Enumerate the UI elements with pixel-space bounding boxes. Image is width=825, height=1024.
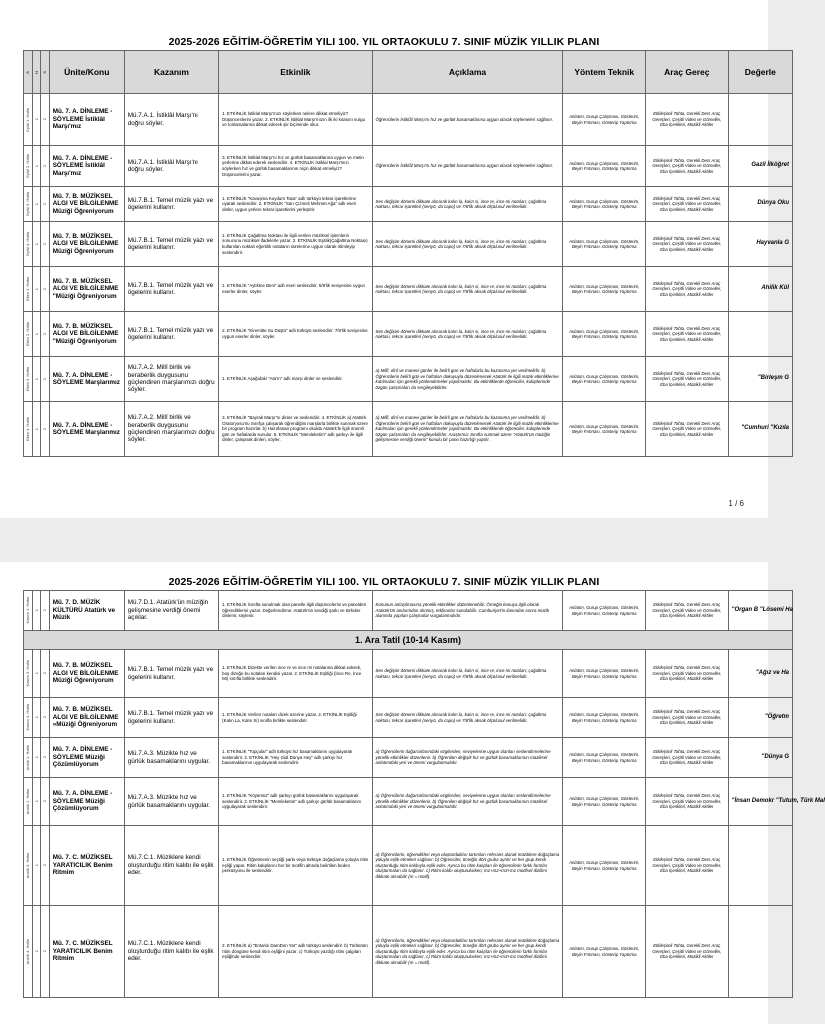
unit-cell: Mü. 7. A. DİNLEME - SÖYLEME İstiklâl Marşı'mız — [49, 94, 124, 146]
aciklama-cell: a) Millî, dinî ve manevi günler ile belirli gün ve haftalarla bu kazanıma yer verilmelidir. b) Öğrencilerin belirli gün ve haftaları dokuyuyla düzenlenecek Atatürk ile ilgili müzik etkinliklerine katılmaları için gerekli yönlendirmeler yapılmalıdır. Bu etkinliklerde öğrenciler, kulüplerinde özgün çalışmaları da sergileyebilirler. — [372, 357, 563, 402]
table-row — [24, 357, 793, 402]
page-gap — [0, 518, 768, 562]
document-page-1 — [0, 0, 789, 518]
kazanim-cell: Mü.7.A.2. Millî birlik ve beraberlik duygusunu güçlendiren marşlarımızı doğru söyler. — [124, 402, 218, 457]
etkinlik-cell: 3. ETKİNLİK "Bayrak Marşı"nı dinler ve seslendirir. 4. ETKİNLİK a) Atatürk Oratoryosu'nu Sınıfça çalışarak öğrendiğini marşlarla birlikte sunmak üzere bir program hazırlar. b) Hazırlanan programı okulda Atatürk'le ilgili önemli gün ve haftalarda sunulur. 5. ETKİNLİK "Memleketim" adlı şarkıyı ile ilgili dinler, çalışarak dinleri, söyler. — [219, 402, 372, 457]
side-hour: 2 — [41, 146, 50, 187]
side-month: Kasım 3. Hafta — [24, 650, 33, 698]
aciklama-cell: Ses değişim dönemi dikkate alınarak kalın la, kalın si, ince re, ince mi notaları; çağaltma noktası, tekrar işaretleri (senyö, da capo) ve 7/8'lik aksak ölçü/usul verilmelidir. — [372, 222, 563, 267]
etkinlik-cell: 1. ETKİNLİK Çağaltma Noktası ile ilgili verilen müziksel işlemlerin sonucunu müziksel ifadelerle yazar. 2. ETKİNLİK Eşitlik(Çağaltma Noktası) kullanılan noktalı eğertilik notaların sürelerine uygun olarak ritimleyip seslendirir. — [219, 222, 372, 267]
side-week: 1 — [32, 591, 41, 631]
side-month: Eylül 2. Hafta — [24, 146, 33, 187]
plan-table — [23, 50, 793, 457]
kazanim-cell: Mü.7.A.1. İstiklâl Marşı'nı doğru söyler. — [124, 146, 218, 187]
etkinlik-cell: 1. ETKİNLİK Dizekte verilen ince re ve ince mi notalarına dikkat ederek, boş dizeğe bu notaları kendisi yazar. 2. ETKİNLİK Eşitliği (İnce Re, İnce Mi) sınıfla birlikte seslendirir. — [219, 650, 372, 698]
side-month: Aralık 2. Hafta — [24, 778, 33, 826]
yontem-cell: Anlatım, Gurup Çalışması, Gösterim, Beyin Fırtınası, Gösterip Yaptırma — [563, 267, 646, 312]
table-row — [24, 222, 793, 267]
page-number: 1 / 6 — [728, 499, 744, 508]
side-week: 1 — [32, 738, 41, 778]
etkinlik-cell: 1. ETKİNLİK Öğretmenin seçtiği şarkı veya türküye doğaçlama yoluyla ritim eşliği yapar. Ritim kalıplarını her bir motifin altında belirtilen beden perküsyonu ile seslendirir. — [219, 826, 372, 906]
unit-cell: Mü. 7. A. DİNLEME - SÖYLEME Müziği Çözümlüyorum — [49, 738, 124, 778]
yontem-cell: Anlatım, Gurup Çalışması, Gösterim, Beyin Fırtınası, Gösterip Yaptırma — [563, 826, 646, 906]
header-unite: Ünite/Konu — [49, 51, 124, 94]
table-row — [24, 778, 793, 826]
unit-cell: Mü. 7. B. MÜZİKSEL ALGI VE BİLGİLENME »Müziği Öğreniyorum — [49, 698, 124, 738]
unit-cell: Mü. 7. A. DİNLEME - SÖYLEME İstiklâl Marşı'mız — [49, 146, 124, 187]
etkinlik-cell: 1. ETKİNLİK "Aylıktne Beni" adlı eseri seslendirir. 5/8'lik seviyesine uygun eserler dinler, söyler. — [219, 267, 372, 312]
side-month: Ekim 4. Hafta — [24, 402, 33, 457]
side-week: 1 — [32, 187, 41, 222]
deger-cell: "Öğretm — [728, 698, 792, 738]
yontem-cell: Anlatım, Gurup Çalışması, Gösterim, Beyin Fırtınası, Gösterip Yaptırma — [563, 222, 646, 267]
header-side-month: A — [24, 51, 33, 94]
etkinlik-cell: 1. ETKİNLİK Aşağıdaki "Ata'm" adlı marşı dinler ve seslendirir. — [219, 357, 372, 402]
side-week: 1 — [32, 94, 41, 146]
kazanim-cell: Mü.7.B.1. Temel müzik yazı ve ögelerini kullanır. — [124, 650, 218, 698]
yontem-cell: Anlatım, Gurup Çalışması, Gösterim, Beyin Fırtınası, Gösterip Yaptırma — [563, 778, 646, 826]
table-row — [24, 312, 793, 357]
etkinlik-cell: 1. ETKİNLİK "Köyümüz" adlı şarkıyı gürlük basamaklarını uygulayarak seslendirir. 2. ETKİNLİK "Memleketim" adlı şarkıyı gürlük basamaklarını uygulayarak seslendirir. — [219, 778, 372, 826]
table-row — [24, 591, 793, 631]
deger-cell: "Ağız ve Ha — [728, 650, 792, 698]
yontem-cell: Anlatım, Gurup Çalışması, Gösterim, Beyin Fırtınası, Gösterip Yaptırma — [563, 698, 646, 738]
unit-cell: Mü. 7. C. MÜZİKSEL YARATICILIK Benim Ritmim — [49, 826, 124, 906]
header-kazanim: Kazanım — [124, 51, 218, 94]
side-hour: 2 — [41, 357, 50, 402]
table-row — [24, 402, 793, 457]
kazanim-cell: Mü.7.A.3. Müzikte hız ve gürlük basamaklarını uygular. — [124, 738, 218, 778]
side-week: 1 — [32, 778, 41, 826]
side-month: Eylül 1. Hafta — [24, 94, 33, 146]
etkinlik-cell: 2. ETKİNLİK "Kiremitte Su Düştü" adlı türküyü seslendirir. 7/8'lik seviyesine uygun eserler dinler, söyler. — [219, 312, 372, 357]
header-degerler: Değerle — [728, 51, 792, 94]
side-month: Ekim 3. Hafta — [24, 357, 33, 402]
header-arac: Araç Gereç — [646, 51, 729, 94]
kazanim-cell: Mü.7.A.1. İstiklâl Marşı'nı doğru söyler. — [124, 94, 218, 146]
side-week: 1 — [32, 222, 41, 267]
table-row — [24, 267, 793, 312]
header-side-hour: S — [41, 51, 50, 94]
side-hour: 2 — [41, 94, 50, 146]
side-week: 1 — [32, 906, 41, 998]
side-hour: 2 — [41, 698, 50, 738]
arac-cell: Etkileşimli Tahta, Gerekli Ders Araç Gereçleri, Çeşitli Video ve Görseller, Eba İçerikleri, Müzikli Aktiler — [646, 906, 729, 998]
side-hour: 2 — [41, 312, 50, 357]
arac-cell: Etkileşimli Tahta, Gerekli Ders Araç Gereçleri, Çeşitli Video ve Görseller, Eba İçerikleri, Müzikli Aktiler — [646, 357, 729, 402]
deger-cell — [728, 312, 792, 357]
yontem-cell: Anlatım, Gurup Çalışması, Gösterim, Beyin Fırtınası, Gösterip Yaptırma — [563, 650, 646, 698]
side-week: 1 — [32, 267, 41, 312]
arac-cell: Etkileşimli Tahta, Gerekli Ders Araç Gereçleri, Çeşitli Video ve Görseller, Eba İçerikleri, Müzikli Aktiler — [646, 402, 729, 457]
side-week: 1 — [32, 146, 41, 187]
kazanim-cell: Mü.7.A.3. Müzikte hız ve gürlük basamaklarını uygular. — [124, 778, 218, 826]
table-row — [24, 698, 793, 738]
kazanim-cell: Mü.7.B.1. Temel müzik yazı ve ögelerini kullanır. — [124, 222, 218, 267]
side-hour: 2 — [41, 826, 50, 906]
side-hour: 2 — [41, 591, 50, 631]
deger-cell: "İnsan Demokr "Tutum, Türk Mal — [728, 778, 792, 826]
table-row — [24, 826, 793, 906]
side-month: Ekim 1. Hafta — [24, 267, 33, 312]
side-month: Eylül 4. Hafta — [24, 222, 33, 267]
deger-cell: "Dünya G — [728, 738, 792, 778]
arac-cell: Etkileşimli Tahta, Gerekli Ders Araç Gereçleri, Çeşitli Video ve Görseller, Eba İçerikleri, Müzikli Aktiler — [646, 738, 729, 778]
side-hour: 2 — [41, 738, 50, 778]
header-side-week: H — [32, 51, 41, 94]
holiday-break-row — [24, 631, 793, 650]
aciklama-cell: a) Öğrencilerin, öğrendikleri veya oluşturdukları tartımları referans alarak müziklere doğaçlama yoluyla eşlik etmeleri sağlanır. b) Öğrenciler, örneğin dört gruba ayrılır ve her grup kendi oluşturduğu ritim kalıbıyla eşlik eder. Ayrıca bu ritim kalıpları ile öğrencilerin farklı formlar oluşturmaları da sağlanır. c) Ritim kalıbı oluşturulurken; m1+m2+m3+m1 motifsel dizilimi dikkate alınabilir (m = motif). — [372, 906, 563, 998]
side-month: Aralık 4. Hafta — [24, 906, 33, 998]
side-hour: 2 — [41, 906, 50, 998]
aciklama-cell: Ses değişim dönemi dikkate alınarak kalın la, kalın si, ince re, ince mi notaları; çağaltma noktası, tekrar işaretleri (senyö, da capo) ve 7/8'lik aksak ölçü/usul verilmelidir. — [372, 698, 563, 738]
holiday-break-label: 1. Ara Tatil (10-14 Kasım) — [24, 631, 793, 650]
aciklama-cell: a) Öğrencilerin dağarcıklarındaki ezgilerden, seviyelerine uygun olanları seslendirmelerine yönelik etkinlikler düzenlenir. b) Öğrenilen değişik hız ve gürlük basamaklarının müziksel anlatımdaki yeri ve önemi vurgulanmalıdır. — [372, 738, 563, 778]
yontem-cell: Anlatım, Gurup Çalışması, Gösterim, Beyin Fırtınası, Gösterip Yaptırma — [563, 146, 646, 187]
arac-cell: Etkileşimli Tahta, Gerekli Ders Araç Gereçleri, Çeşitli Video ve Görseller, Eba İçerikleri, Müzikli Aktiler — [646, 650, 729, 698]
side-month: Aralık 1. Hafta — [24, 738, 33, 778]
kazanim-cell: Mü.7.C.1. Müziklere kendi oluşturduğu ritim kalıbı ile eşlik eder. — [124, 826, 218, 906]
document-page-2 — [0, 562, 825, 1024]
table-row — [24, 94, 793, 146]
side-month: Kasım 1. Hafta — [24, 591, 33, 631]
unit-cell: Mü. 7. B. MÜZİKSEL ALGI VE BİLGİLENME Müziği Öğreniyorum — [49, 222, 124, 267]
side-month: Eylül 3. Hafta — [24, 187, 33, 222]
etkinlik-cell: 3. ETKİNLİK İstiklal Marşı'nı hız ve gürlük basamaklarına uygun ve metin yerlerine dikkat ederek seslendirir. 4. ETKİNLİK İstiklal Marşı'mızı söylerken hız ve gürlük basamaklarının niçin dikkat etmeliyiz? Düşüncelerini yazar. — [219, 146, 372, 187]
side-week: 1 — [32, 826, 41, 906]
header-yontem: Yöntem Teknik — [563, 51, 646, 94]
arac-cell: Etkileşimli Tahta, Gerekli Ders Araç Gereçleri, Çeşitli Video ve Görseller, Eba İçerikleri, Müzikli Aktiler — [646, 187, 729, 222]
etkinlik-cell: 1. ETKİNLİK "Kavuşma Koydum Tasa" adlı türküyü tekrar işaretlerine uyarak seslendirir. 2. ETKİNLİK "Sarı Çizmeli Mehmet Ağa" adlı eseri dinler, uygun yerlere tekrar işaretlerini yerleştirir. — [219, 187, 372, 222]
side-month: Ekim 2. Hafta — [24, 312, 33, 357]
side-hour: 2 — [41, 187, 50, 222]
deger-cell: Gazil İlköğret — [728, 146, 792, 187]
side-week: 1 — [32, 650, 41, 698]
etkinlik-cell: 1. ETKİNLİK Sınıfta sunulmak olan panelle ilgili düşüncelerini ve panelden öğrendiklerini yazar. Değerlendirme: Atatürk'ün sevdiği şarkı ve türküler dinlenir, söylenir. — [219, 591, 372, 631]
unit-cell: Mü. 7. A. DİNLEME - SÖYLEME Marşlarımız — [49, 402, 124, 457]
unit-cell: Mü. 7. C. MÜZİKSEL YARATICILIK Benim Ritmim — [49, 906, 124, 998]
etkinlik-cell: 1. ETKİNLİK Verilen notaları dizek üzerine yazar. 2. ETKİNLİK Eşitliği (Kalın La, Kalın Si) sınıfla birlikte seslendirir. — [219, 698, 372, 738]
arac-cell: Etkileşimli Tahta, Gerekli Ders Araç Gereçleri, Çeşitli Video ve Görseller, Eba İçerikleri, Müzikli Aktiler — [646, 778, 729, 826]
side-hour: 2 — [41, 650, 50, 698]
plan-table — [23, 590, 825, 998]
arac-cell: Etkileşimli Tahta, Gerekli Ders Araç Gereçleri, Çeşitli Video ve Görseller, Eba İçerikleri, Müzikli Aktiler — [646, 222, 729, 267]
aciklama-cell: a) Millî, dinî ve manevi günler ile belirli gün ve haftalarla bu kazanıma yer verilmelidir. b) Öğrencilerin belirli gün ve haftaları dokuyuyla düzenlenecek Atatürk ile ilgili müzik etkinliklerine katılmaları için gerekli yönlendirmeler yapılmalıdır. Bu etkinliklerde öğrenciler, kulüplerinde özgün çalışmaları da sergileyebilirler. Araştırma: Sınıfta sunmak üzere "Atatürk'ün müziğin gelişmesine verdiği önemi" konulu bir pano hazırlığı yapılır. — [372, 402, 563, 457]
yontem-cell: Anlatım, Gurup Çalışması, Gösterim, Beyin Fırtınası, Gösterip Yaptırma — [563, 591, 646, 631]
unit-cell: Mü. 7. B. MÜZİKSEL ALGI VE BİLGİLENME "Müziği Öğreniyorum — [49, 312, 124, 357]
etkinlik-cell: 2. ETKİNLİK a) "Entarisi DamDım Yar" adlı türküyü seslendirir. b) Türkünün ritim döngüne kendi ritim eşliğini yazar. c) Türküyü yazdığı ritim çalgıları eşliğinde seslendirir. — [219, 906, 372, 998]
deger-cell: "Cumhuri "Kızıla — [728, 402, 792, 457]
arac-cell: Etkileşimli Tahta, Gerekli Ders Araç Gereçleri, Çeşitli Video ve Görseller, Eba İçerikleri, Müzikli Aktiler — [646, 267, 729, 312]
yontem-cell: Anlatım, Gurup Çalışması, Gösterim, Beyin Fırtınası, Gösterip Yaptırma — [563, 187, 646, 222]
deger-cell: Dünya Oku — [728, 187, 792, 222]
unit-cell: Mü. 7. B. MÜZİKSEL ALGI VE BİLGİLENME "Müziği Öğreniyorum — [49, 267, 124, 312]
kazanim-cell: Mü.7.B.1. Temel müzik yazı ve ögelerini kullanır. — [124, 187, 218, 222]
deger-cell: "Birleşm G — [728, 357, 792, 402]
deger-cell: Ahilik Kül — [728, 267, 792, 312]
arac-cell: Etkileşimli Tahta, Gerekli Ders Araç Gereçleri, Çeşitli Video ve Görseller, Eba İçerikleri, Müzikli Aktiler — [646, 826, 729, 906]
deger-cell: "Organ B "Lösemi Ha — [728, 591, 792, 631]
kazanim-cell: Mü.7.C.1. Müziklere kendi oluşturduğu ritim kalıbı ile eşlik eder. — [124, 906, 218, 998]
arac-cell: Etkileşimli Tahta, Gerekli Ders Araç Gereçleri, Çeşitli Video ve Görseller, Eba İçerikleri, Müzikli Aktiler — [646, 591, 729, 631]
kazanim-cell: Mü.7.A.2. Millî birlik ve beraberlik duygusunu güçlendiren marşlarımızı doğru söyler. — [124, 357, 218, 402]
yontem-cell: Anlatım, Gurup Çalışması, Gösterim, Beyin Fırtınası, Gösterip Yaptırma — [563, 738, 646, 778]
yontem-cell: Anlatım, Gurup Çalışması, Gösterim, Beyin Fırtınası, Gösterip Yaptırma — [563, 402, 646, 457]
side-week: 1 — [32, 312, 41, 357]
side-month: Kasım 4. Hafta — [24, 698, 33, 738]
table-header-row — [24, 51, 793, 94]
aciklama-cell: Ses değişim dönemi dikkate alınarak kalın la, kalın si, ince re, ince mi notaları; çağaltma noktası, tekrar işaretleri (senyö, da capo) ve 7/8'lik aksak ölçü/usul verilmelidir. — [372, 187, 563, 222]
aciklama-cell: Ses değişim dönemi dikkate alınarak kalın la, kalın si, ince re, ince mi notaları; çağaltma noktası, tekrar işaretleri (senyö, da capo) ve 7/8'lik aksak ölçü/usul verilmelidir. — [372, 267, 563, 312]
unit-cell: Mü. 7. A. DİNLEME - SÖYLEME Marşlarımız — [49, 357, 124, 402]
aciklama-cell: Öğrencilerin İstiklâl Marşı'nı hız ve gürlük basamaklarına uygun olarak söylemeleri sağlanır. — [372, 146, 563, 187]
deger-cell — [728, 94, 792, 146]
table-row — [24, 738, 793, 778]
yontem-cell: Anlatım, Gurup Çalışması, Gösterim, Beyin Fırtınası, Gösterip Yaptırma — [563, 906, 646, 998]
unit-cell: Mü. 7. A. DİNLEME - SÖYLEME Müziği Çözümlüyorum — [49, 778, 124, 826]
side-hour: 2 — [41, 778, 50, 826]
side-week: 1 — [32, 402, 41, 457]
side-week: 1 — [32, 357, 41, 402]
yontem-cell: Anlatım, Gurup Çalışması, Gösterim, Beyin Fırtınası, Gösterip Yaptırma — [563, 312, 646, 357]
aciklama-cell: Ses değişim dönemi dikkate alınarak kalın la, kalın si, ince re, ince mi notaları; çağaltma noktası, tekrar işaretleri (senyö, da capo) ve 7/8'lik aksak ölçü/usul verilmelidir. — [372, 312, 563, 357]
table-row — [24, 650, 793, 698]
side-month: Aralık 3. Hafta — [24, 826, 33, 906]
header-etkinlik: Etkinlik — [219, 51, 372, 94]
arac-cell: Etkileşimli Tahta, Gerekli Ders Araç Gereçleri, Çeşitli Video ve Görseller, Eba İçerikleri, Müzikli Aktiler — [646, 698, 729, 738]
side-hour: 2 — [41, 267, 50, 312]
table-row — [24, 146, 793, 187]
table-row — [24, 187, 793, 222]
aciklama-cell: a) Öğrencilerin, öğrendikleri veya oluşturdukları tartımları referans alarak müziklere doğaçlama yoluyla eşlik etmeleri sağlanır. b) Öğrenciler, örneğin dört gruba ayrılır ve her grup kendi oluşturduğu ritim kalıbıyla eşlik eder. Ayrıca bu ritim kalıpları ile öğrencilerin farklı formlar oluşturmaları da sağlanır. c) Ritim kalıbı oluşturulurken; m1+m2+m3+m1 motifsel dizilimi dikkate alınabilir (m = motif). — [372, 826, 563, 906]
unit-cell: Mü. 7. D. MÜZİK KÜLTÜRÜ Atatürk ve Müzik — [49, 591, 124, 631]
unit-cell: Mü. 7. B. MÜZİKSEL ALGI VE BİLGİLENME Müziği Öğreniyorum — [49, 187, 124, 222]
deger-cell — [728, 826, 792, 906]
etkinlik-cell: 1. ETKİNLİK "Topçular" adlı türküyü hız basamaklarını uygulayarak seslendirir. 2. ETKİNLİK "Hey Gidi Dünya Hey" adlı şarkıyı hız basamaklarının uygulayarak seslendirir. — [219, 738, 372, 778]
deger-cell — [728, 906, 792, 998]
kazanim-cell: Mü.7.D.1. Atatürk'ün müziğin gelişmesine verdiği önemi açıklar. — [124, 591, 218, 631]
side-week: 1 — [32, 698, 41, 738]
kazanim-cell: Mü.7.B.1. Temel müzik yazı ve ögelerini kullanır. — [124, 267, 218, 312]
aciklama-cell: Öğrencilerin İstiklâl Marşı'nı hız ve gürlük basamaklarına uygun olarak söylemeleri sağlanır. — [372, 94, 563, 146]
deger-cell: Hayvanla G — [728, 222, 792, 267]
side-hour: 2 — [41, 402, 50, 457]
arac-cell: Etkileşimli Tahta, Gerekli Ders Araç Gereçleri, Çeşitli Video ve Görseller, Eba İçerikleri, Müzikli Aktiler — [646, 312, 729, 357]
aciklama-cell: Konunun anlaşılmasına yönelik etkinlikler düzenlenebilir. Örneğin konuya ilgili olarak Atatürk'ün anılarından alınmış, tekliranlar sunulabilir. Cumhuriyet'in ilanından sonra müzik alanında yapılan çalışmalar vurgulanmalıdır. — [372, 591, 563, 631]
page-title: 2025-2026 EĞİTİM-ÖĞRETİM YILI 100. YIL ORTAOKULU 7. SINIF MÜZİK YILLIK PLANI — [168, 36, 600, 48]
aciklama-cell: a) Öğrencilerin dağarcıklarındaki ezgilerden, seviyelerine uygun olanları seslendirmelerine yönelik etkinlikler düzenlenir. b) Öğrenilen değişik hız ve gürlük basamaklarının müziksel anlatımdaki yeri ve önemi vurgulanmalıdır. — [372, 778, 563, 826]
page-title: 2025-2026 EĞİTİM-ÖĞRETİM YILI 100. YIL ORTAOKULU 7. SINIF MÜZİK YILLIK PLANI — [168, 576, 600, 588]
kazanim-cell: Mü.7.B.1. Temel müzik yazı ve ögelerini kullanır. — [124, 698, 218, 738]
yontem-cell: Anlatım, Gurup Çalışması, Gösterim, Beyin Fırtınası, Gösterip Yaptırma — [563, 357, 646, 402]
table-row — [24, 906, 793, 998]
etkinlik-cell: 1. ETKİNLİK İstiklal Marşı'mızı söylerken nelere dikkat etmeliyiz? Düşünceslerini yazar. 2. ETKİNLİK İstiklal Marşı'mızın ilk iki kıtasını vurgu ve tonlamalarına dikkat ederek şiir biçiminde okur. — [219, 94, 372, 146]
side-hour: 2 — [41, 222, 50, 267]
yontem-cell: Anlatım, Gurup Çalışması, Gösterim, Beyin Fırtınası, Gösterip Yaptırma — [563, 94, 646, 146]
arac-cell: Etkileşimli Tahta, Gerekli Ders Araç Gereçleri, Çeşitli Video ve Görseller, Eba İçerikleri, Müzikli Aktiler — [646, 146, 729, 187]
header-aciklama: Açıklama — [372, 51, 563, 94]
unit-cell: Mü. 7. B. MÜZİKSEL ALGI VE BİLGİLENME Müziği Öğreniyorum — [49, 650, 124, 698]
kazanim-cell: Mü.7.B.1. Temel müzik yazı ve ögelerini kullanır. — [124, 312, 218, 357]
arac-cell: Etkileşimli Tahta, Gerekli Ders Araç Gereçleri, Çeşitli Video ve Görseller, Eba İçerikleri, Müzikli Aktiler — [646, 94, 729, 146]
aciklama-cell: Ses değişim dönemi dikkate alınarak kalın la, kalın si, ince re, ince mi notaları; çağaltma noktası, tekrar işaretleri (senyö, da capo) ve 7/8'lik aksak ölçü/usul verilmelidir. — [372, 650, 563, 698]
